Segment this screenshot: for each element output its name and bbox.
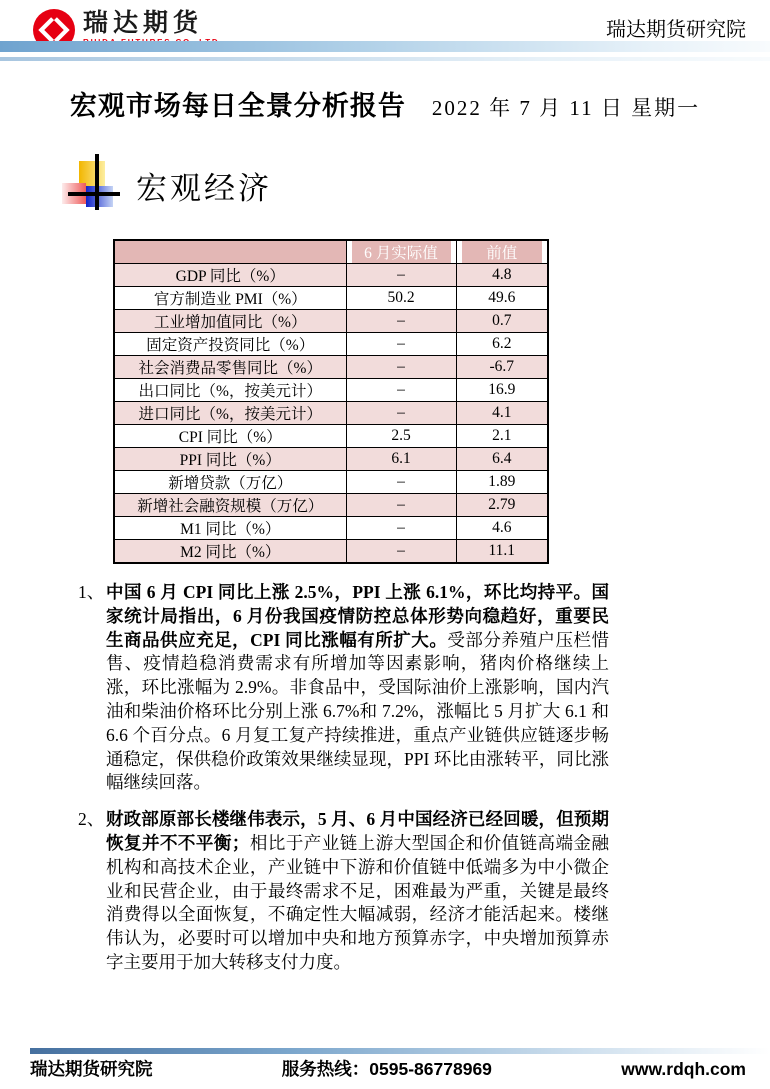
footer [30, 1056, 746, 1081]
indicator-name: 进口同比（%，按美元计） [114, 402, 346, 425]
indicator-name: PPI 同比（%） [114, 448, 346, 471]
footer-hotline [282, 1056, 492, 1081]
indicator-name: CPI 同比（%） [114, 425, 346, 448]
cross-horizontal-bar [68, 192, 120, 196]
section-marker-icon [62, 152, 124, 214]
indicator-previous-value: 11.1 [456, 540, 548, 564]
indicator-previous-value: 49.6 [456, 287, 548, 310]
paragraph-bold-text: 中国 6 月 CPI 同比上涨 2.5%，PPI 上涨 6.1%，环比均持平。国家统计局指出，6 月份我国疫情防控总体形势向稳趋好，重要民生商品供应充足，CPI 同比涨幅有所扩大。 [106, 582, 609, 650]
footer-website: www.rdqh.com [621, 1059, 746, 1079]
paragraph-bold-text: 财政部原部长楼继伟表示，5 月、6 月中国经济已经回暖，但预期恢复并不不平衡； [106, 809, 609, 853]
indicator-name: 社会消费品零售同比（%） [114, 356, 346, 379]
indicator-name: M2 同比（%） [114, 540, 346, 564]
footer-gradient-bar [30, 1048, 770, 1054]
report-date: 2022 年 7 月 11 日 星期一 [431, 96, 701, 120]
indicator-actual-value: – [346, 379, 456, 402]
list-item [78, 581, 610, 795]
table-row [114, 356, 548, 379]
section-title: 宏观经济 [136, 171, 272, 206]
paragraph-text [106, 808, 609, 975]
table-row [114, 517, 548, 540]
indicator-previous-value: 4.8 [456, 264, 548, 287]
section-header [62, 152, 272, 214]
list-item-number: 2、 [78, 809, 105, 830]
blue-square-icon [86, 186, 113, 207]
column-header-previous: 前值 [456, 240, 548, 264]
indicator-previous-value: 1.89 [456, 471, 548, 494]
table-row [114, 287, 548, 310]
indicator-previous-value: -6.7 [456, 356, 548, 379]
title-row [0, 84, 770, 123]
indicator-actual-value: 6.1 [346, 448, 456, 471]
table-header-row [114, 240, 548, 264]
table-row [114, 471, 548, 494]
indicator-previous-value: 0.7 [456, 310, 548, 333]
indicator-name: 新增社会融资规模（万亿） [114, 494, 346, 517]
indicator-actual-value: – [346, 471, 456, 494]
table-row [114, 333, 548, 356]
macro-economy-table [113, 239, 549, 564]
indicator-name: 工业增加值同比（%） [114, 310, 346, 333]
indicator-actual-value: 50.2 [346, 287, 456, 310]
indicator-actual-value: – [346, 264, 456, 287]
column-header-indicator [114, 240, 346, 264]
table-row [114, 310, 548, 333]
paragraph-regular-text: 受部分养殖户压栏惜售、疫情趋稳消费需求有所增加等因素影响，猪肉价格继续上涨，环比涨幅为 2.9%。非食品中，受国际油价上涨影响，国内汽油和柴油价格环比分别上涨 6.7%和 7.2%，涨幅比 5 月扩大 6.1 和 6.6 个百分点。6 月复工复产持续推进，重点产业链供应链逐步畅通稳定，保供稳价政策效果继续显现，PPI 环比由涨转平，同比涨幅继续回落。 [106, 629, 610, 793]
indicator-previous-value: 16.9 [456, 379, 548, 402]
news-paragraph-list [78, 581, 610, 988]
list-item-number: 1、 [78, 582, 105, 602]
table-row [114, 425, 548, 448]
page-title: 宏观市场每日全景分析报告 [69, 91, 406, 121]
header-gradient-bar [0, 41, 770, 52]
paragraph-regular-text: 相比于产业链上游大型国企和价值链高端金融机构和高技术企业，产业链中下游和价值链中低端多为中小微企业和民营企业，由于最终需求不足，困难最为严重，关键是最终消费得以全面恢复，不确定性大幅减弱，经济才能活起来。楼继伟认为，必要时可以增加中央和地方预算赤字，中央增加预算赤字主要用于加大转移支付力度。 [106, 832, 610, 972]
footer-hotline-label: 服务热线： [281, 1059, 370, 1079]
indicator-actual-value: 2.5 [346, 425, 456, 448]
indicator-name: M1 同比（%） [114, 517, 346, 540]
table-row [114, 540, 548, 564]
list-item [78, 808, 610, 975]
footer-hotline-number: 0595-86778969 [369, 1059, 492, 1079]
indicator-name: 新增贷款（万亿） [114, 471, 346, 494]
macro-table-body [114, 264, 548, 564]
table-row [114, 264, 548, 287]
cross-vertical-bar [95, 154, 99, 210]
institute-name: 瑞达期货研究院 [606, 19, 746, 41]
indicator-actual-value: – [346, 333, 456, 356]
footer-institute: 瑞达期货研究院 [30, 1059, 153, 1079]
indicator-previous-value: 6.4 [456, 448, 548, 471]
indicator-previous-value: 2.79 [456, 494, 548, 517]
indicator-previous-value: 6.2 [456, 333, 548, 356]
indicator-previous-value: 4.1 [456, 402, 548, 425]
header-thin-bar [0, 57, 770, 61]
indicator-actual-value: – [346, 494, 456, 517]
indicator-actual-value: – [346, 310, 456, 333]
table-row [114, 379, 548, 402]
indicator-actual-value: – [346, 540, 456, 564]
paragraph-text [106, 581, 609, 795]
indicator-actual-value: – [346, 402, 456, 425]
indicator-actual-value: – [346, 356, 456, 379]
table-row [114, 448, 548, 471]
indicator-actual-value: – [346, 517, 456, 540]
table-row [114, 402, 548, 425]
indicator-previous-value: 4.6 [456, 517, 548, 540]
indicator-name: 官方制造业 PMI（%） [114, 287, 346, 310]
column-header-actual: 6 月实际值 [346, 240, 456, 264]
indicator-name: 固定资产投资同比（%） [114, 333, 346, 356]
brand-name: 瑞达期货 [83, 9, 204, 37]
table-row [114, 494, 548, 517]
indicator-name: 出口同比（%，按美元计） [114, 379, 346, 402]
indicator-previous-value: 2.1 [456, 425, 548, 448]
indicator-name: GDP 同比（%） [114, 264, 346, 287]
